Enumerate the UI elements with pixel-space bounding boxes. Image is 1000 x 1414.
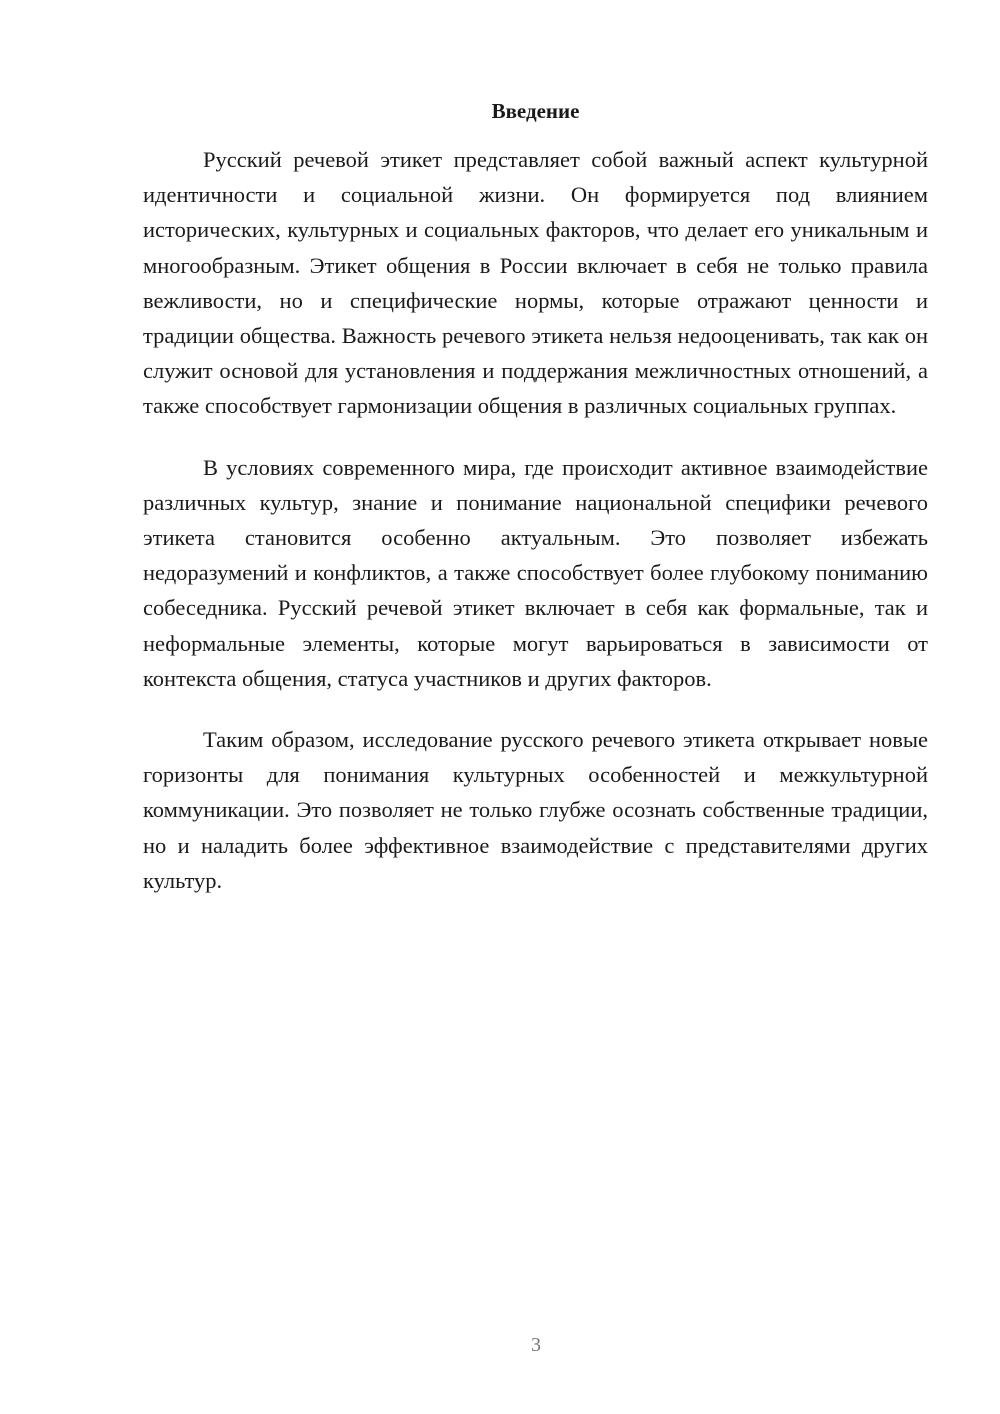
paragraph-2: В условиях современного мира, где происходит активное взаимодействие различных культур, знание и понимание национальной специфики речевого этикета становится особенно актуальным. Это позволяет избежать недоразумений и конфликтов, а также способствует более глубокому пониманию собеседника. Русский речевой этикет включает в себя как формальные, так и неформальные элементы, которые могут варьироваться в зависимости от контекста общения, статуса участников и других факторов.	[143, 454, 928, 691]
paragraph-1: Русский речевой этикет представляет собой важный аспект культурной идентичности и социальной жизни. Он формируется под влиянием исторических, культурных и социальных факторов, что делает его уникальным и многообразным. Этикет общения в России включает в себя не только правила вежливости, но и специфические нормы, которые отражают ценности и традиции общества. Важность речевого этикета нельзя недооценивать, так как он служит основой для установления и поддержания межличностных отношений, а также способствует гармонизации общения в различных социальных группах.	[143, 147, 928, 419]
paragraph-3: Таким образом, исследование русского речевого этикета открывает новые горизонты для понимания культурных особенностей и межкультурной коммуникации. Это позволяет не только глубже осознать собственные традиции, но и наладить более эффективное взаимодействие с представителями других культур.	[143, 727, 928, 893]
body-text	[143, 142, 928, 924]
page-number: 3	[531, 1334, 541, 1356]
section-title: Введение	[491, 99, 580, 123]
